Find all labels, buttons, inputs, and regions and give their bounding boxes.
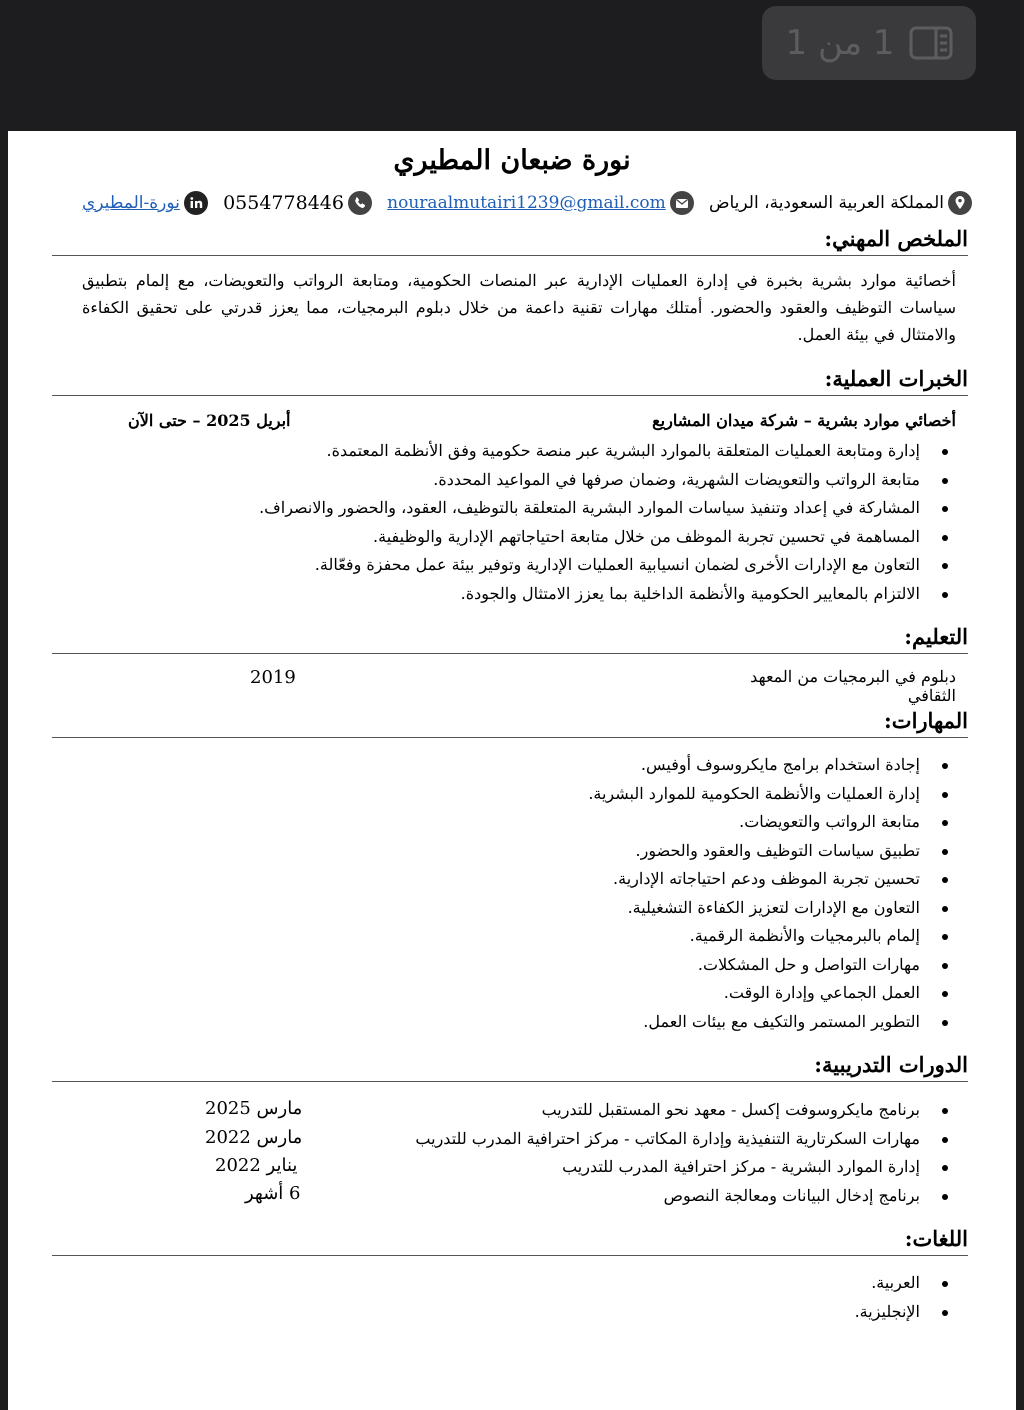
resume-page [8, 131, 1016, 1410]
contact-linkedin[interactable] [82, 191, 208, 215]
languages-list [855, 1269, 950, 1326]
list-item: متابعة الرواتب والتعويضات. [588, 808, 950, 837]
list-item: العمل الجماعي وإدارة الوقت. [588, 979, 950, 1008]
experience-title: الخبرات العملية: [824, 366, 968, 391]
languages-section [52, 1225, 968, 1256]
list-item: مهارات التواصل و حل المشكلات. [588, 951, 950, 980]
list-item: مهارات السكرتارية التنفيذية وإدارة المكاتب - مركز احترافية المدرب للتدريب [415, 1125, 950, 1154]
education-section [52, 623, 968, 654]
languages-title: اللغات: [904, 1226, 968, 1251]
list-item: إدارة العمليات والأنظمة الحكومية للموارد البشرية. [588, 780, 950, 809]
list-item: إدارة ومتابعة العمليات المتعلقة بالموارد البشرية عبر منصة حكومية وفق الأنظمة المعتمدة. [259, 437, 950, 466]
location-text: المملكة العربية السعودية، الرياض [708, 193, 944, 213]
summary-section [52, 225, 968, 256]
phone-icon [348, 191, 372, 215]
contact-location [709, 191, 972, 215]
course-date: يناير 2022 [215, 1155, 298, 1176]
list-item: تحسين تجربة الموظف ودعم احتياجاته الإدارية. [588, 865, 950, 894]
list-item: تطبيق سياسات التوظيف والعقود والحضور. [588, 837, 950, 866]
list-item: إجادة استخدام برامج مايكروسوف أوفيس. [588, 751, 950, 780]
list-item: متابعة الرواتب والتعويضات الشهرية، وضمان صرفها في المواعيد المحددة. [259, 466, 950, 495]
job-header [128, 411, 956, 430]
list-item: برنامج إدخال البيانات ومعالجة النصوص [415, 1182, 950, 1211]
list-item: إلمام بالبرمجيات والأنظمة الرقمية. [588, 922, 950, 951]
list-item: الالتزام بالمعايير الحكومية والأنظمة الداخلية بما يعزز الامتثال والجودة. [259, 580, 950, 609]
course-date: 6 أشهر [245, 1183, 301, 1204]
summary-title: الملخص المهني: [824, 226, 968, 251]
sidebar-toggle-icon[interactable] [909, 26, 953, 60]
phone-number: 0554778446 [223, 192, 344, 214]
skills-title: المهارات: [884, 708, 968, 733]
email-link[interactable]: nouraalmutairi1239@gmail.com [387, 193, 666, 213]
list-item: برنامج مايكروسوفت إكسل - معهد نحو المستقبل للتدريب [415, 1096, 950, 1125]
experience-bullets [259, 437, 950, 608]
course-date: مارس 2025 [205, 1098, 303, 1119]
summary-text: أخصائية موارد بشرية بخبرة في إدارة العمليات الإدارية عبر المنصات الحكومية، ومتابعة الرواتب والتعويضات، مع إلمام بتطبيق سياسات التوظيف والعقود والحضور. أمتلك مهارات تقنية داعمة من خلال دبلوم البرمجيات، مما يعزز قدرتي على تحقيق الكفاءة والامتثال في بيئة العمل. [82, 271, 957, 344]
list-item: التعاون مع الإدارات الأخرى لضمان انسيابية العمليات الإدارية وتوفير بيئة عمل محفزة وفعّالة. [259, 551, 950, 580]
page-indicator[interactable] [762, 6, 976, 80]
linkedin-icon [184, 191, 208, 215]
linkedin-link[interactable]: نورة-المطيري [82, 193, 180, 213]
email-icon [670, 191, 694, 215]
job-date: أبريل 2025 – حتى الآن [128, 411, 291, 430]
list-item: العربية. [855, 1269, 950, 1298]
education-title: التعليم: [904, 624, 968, 649]
skills-list [588, 751, 950, 1036]
page-count-text: 1 من 1 [785, 23, 895, 63]
section-divider [52, 395, 968, 396]
education-year: 2019 [250, 667, 296, 688]
courses-section [52, 1051, 968, 1082]
education-degree: دبلوم في البرمجيات من المعهد الثقافي [750, 667, 956, 705]
section-divider [52, 1081, 968, 1082]
courses-title: الدورات التدريبية: [814, 1052, 968, 1077]
skills-section [52, 707, 968, 738]
course-date: مارس 2022 [205, 1127, 303, 1148]
list-item: إدارة الموارد البشرية - مركز احترافية المدرب للتدريب [415, 1153, 950, 1182]
section-divider [52, 653, 968, 654]
section-divider [52, 1255, 968, 1256]
contact-row [82, 189, 972, 217]
contact-phone [223, 191, 372, 215]
courses-list [415, 1096, 950, 1210]
candidate-name: نورة ضبعان المطيري [393, 145, 631, 176]
contact-email[interactable] [387, 191, 694, 215]
section-divider [52, 255, 968, 256]
experience-section [52, 365, 968, 396]
job-role: أخصائي موارد بشرية – شركة ميدان المشاريع [652, 411, 956, 430]
location-pin-icon [948, 191, 972, 215]
list-item: التطوير المستمر والتكيف مع بيئات العمل. [588, 1008, 950, 1037]
section-divider [52, 737, 968, 738]
list-item: المساهمة في تحسين تجربة الموظف من خلال متابعة احتياجاتهم الإدارية والوظيفية. [259, 523, 950, 552]
list-item: التعاون مع الإدارات لتعزيز الكفاءة التشغيلية. [588, 894, 950, 923]
list-item: الإنجليزية. [855, 1298, 950, 1327]
list-item: المشاركة في إعداد وتنفيذ سياسات الموارد البشرية المتعلقة بالتوظيف، العقود، والحضور والانصراف. [259, 494, 950, 523]
